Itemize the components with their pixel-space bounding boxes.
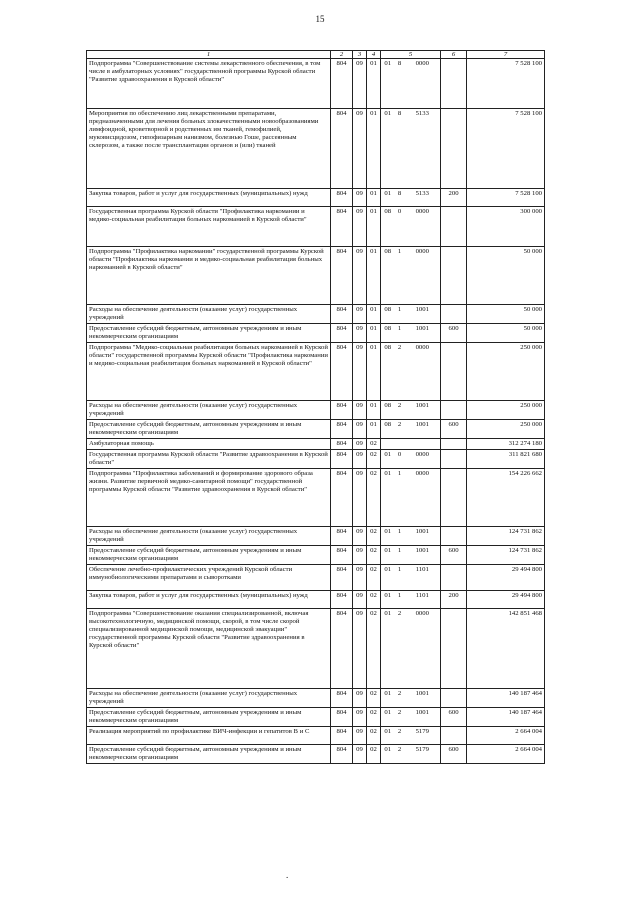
row-col-4: 01 [367,109,381,189]
row-col-7-amount: 312 274 180 [467,439,545,450]
row-col-7-amount: 124 731 862 [467,546,545,565]
row-col-5-subprogram: 1 [395,591,405,609]
row-name: Подпрограмма "Медико-социальная реабилитация больных наркоманией в Курской области" государственной программы Курской области "Профилактика наркомании и медико-социальная реабилитация больных наркоманией в Курской области" [87,343,331,401]
row-col-5-program: 08 [381,305,395,324]
row-col-2: 804 [331,59,353,109]
table-row [87,189,545,207]
table-row [87,708,545,727]
row-col-6 [441,343,467,401]
table-body [87,59,545,764]
row-col-3: 09 [353,527,367,546]
header-col-1: 1 [87,51,331,59]
row-col-5-subprogram: 1 [395,527,405,546]
row-col-3: 09 [353,708,367,727]
row-col-5-direction: 1001 [405,527,441,546]
row-col-3: 09 [353,207,367,247]
row-name: Государственная программа Курской области "Развитие здравоохранения в Курской области" [87,450,331,469]
row-col-5-direction: 5179 [405,727,441,745]
header-col-5: 5 [381,51,441,59]
row-col-5-subprogram [395,439,405,450]
row-col-5-program: 01 [381,689,395,708]
row-col-7-amount: 250 000 [467,343,545,401]
row-name: Амбулаторная помощь [87,439,331,450]
row-col-5-direction: 0000 [405,247,441,305]
row-col-7-amount: 311 821 680 [467,450,545,469]
row-col-5-direction: 5179 [405,745,441,764]
row-col-3: 09 [353,305,367,324]
row-col-4: 01 [367,401,381,420]
row-name: Расходы на обеспечение деятельности (оказание услуг) государственных учреждений [87,527,331,546]
row-col-5-direction: 1001 [405,708,441,727]
row-col-5-direction: 1001 [405,689,441,708]
row-col-7-amount: 29 494 800 [467,591,545,609]
row-col-5-subprogram: 1 [395,546,405,565]
row-name: Предоставление субсидий бюджетным, автономным учреждениям и иным некоммерческим организациям [87,708,331,727]
row-col-2: 804 [331,305,353,324]
row-col-5-subprogram: 2 [395,343,405,401]
row-col-7-amount: 7 528 100 [467,109,545,189]
row-col-5-direction: 1001 [405,305,441,324]
row-col-7-amount: 140 187 464 [467,689,545,708]
row-col-7-amount: 124 731 862 [467,527,545,546]
row-col-5-direction: 1001 [405,401,441,420]
row-name: Реализация мероприятий по профилактике ВИЧ-инфекции и гепатитов В и С [87,727,331,745]
table-row [87,59,545,109]
row-col-3: 09 [353,609,367,689]
row-col-5-program: 01 [381,546,395,565]
row-col-6 [441,527,467,546]
row-col-7-amount: 50 000 [467,305,545,324]
table-row [87,469,545,527]
row-col-3: 09 [353,591,367,609]
row-col-7-amount: 142 851 468 [467,609,545,689]
row-col-3: 09 [353,439,367,450]
header-col-6: 6 [441,51,467,59]
row-col-5-subprogram: 1 [395,565,405,591]
row-name: Предоставление субсидий бюджетным, автономным учреждениям и иным некоммерческим организациям [87,546,331,565]
row-col-2: 804 [331,527,353,546]
row-col-5-subprogram: 0 [395,207,405,247]
row-name: Подпрограмма "Профилактика заболеваний и формирование здорового образа жизни. Развитие первичной медико-санитарной помощи" государственной программы Курской области "Развитие здравоохранения в Курской области" [87,469,331,527]
row-col-5-subprogram: 2 [395,745,405,764]
row-col-4: 02 [367,565,381,591]
row-col-5-program: 08 [381,324,395,343]
row-col-2: 804 [331,109,353,189]
row-col-4: 01 [367,305,381,324]
row-col-7-amount: 29 494 800 [467,565,545,591]
row-col-5-program: 01 [381,565,395,591]
table-row [87,689,545,708]
row-col-2: 804 [331,189,353,207]
row-col-4: 01 [367,247,381,305]
row-col-4: 02 [367,745,381,764]
row-col-5-subprogram: 2 [395,689,405,708]
row-col-6 [441,450,467,469]
row-col-5-program: 01 [381,708,395,727]
row-col-6: 600 [441,420,467,439]
row-col-5-direction: 1001 [405,420,441,439]
row-col-5-direction: 1001 [405,324,441,343]
row-col-6 [441,59,467,109]
header-col-2: 2 [331,51,353,59]
row-col-7-amount: 140 187 464 [467,708,545,727]
row-col-6 [441,689,467,708]
budget-table [86,50,545,764]
row-col-6 [441,305,467,324]
row-col-6: 200 [441,591,467,609]
row-col-4: 02 [367,591,381,609]
row-col-6: 600 [441,546,467,565]
row-col-5-program: 01 [381,745,395,764]
table-row [87,207,545,247]
row-col-2: 804 [331,727,353,745]
row-col-5-program [381,439,395,450]
row-col-3: 09 [353,450,367,469]
row-col-7-amount: 50 000 [467,247,545,305]
row-col-6: 600 [441,745,467,764]
row-col-2: 804 [331,708,353,727]
row-col-5-program: 08 [381,247,395,305]
row-name: Подпрограмма "Совершенствование оказания специализированной, включая высокотехнологичную, медицинской помощи, скорой, в том числе скорой специализированной медицинской помощи, медицинской эвакуации" государственной программы Курской области "Развитие здравоохранения в Курской области" [87,609,331,689]
row-col-3: 09 [353,745,367,764]
row-name: Закупка товаров, работ и услуг для государственных (муниципальных) нужд [87,189,331,207]
row-col-4: 01 [367,189,381,207]
row-name: Расходы на обеспечение деятельности (оказание услуг) государственных учреждений [87,305,331,324]
row-col-2: 804 [331,420,353,439]
row-col-7-amount: 300 000 [467,207,545,247]
row-col-5-subprogram: 8 [395,59,405,109]
row-col-7-amount: 250 000 [467,420,545,439]
row-col-6 [441,565,467,591]
page-number: 15 [315,14,325,24]
row-col-2: 804 [331,439,353,450]
row-col-5-subprogram: 2 [395,609,405,689]
table-row [87,343,545,401]
row-col-3: 09 [353,546,367,565]
row-col-7-amount: 7 528 100 [467,59,545,109]
row-col-3: 09 [353,727,367,745]
row-col-4: 02 [367,527,381,546]
row-col-2: 804 [331,450,353,469]
row-col-7-amount: 154 226 662 [467,469,545,527]
row-col-3: 09 [353,343,367,401]
row-col-5-program: 01 [381,469,395,527]
row-col-6 [441,439,467,450]
row-col-5-subprogram: 1 [395,324,405,343]
row-col-4: 01 [367,59,381,109]
row-col-5-direction: 0000 [405,343,441,401]
row-col-5-program: 08 [381,343,395,401]
row-col-4: 01 [367,420,381,439]
row-col-2: 804 [331,745,353,764]
row-col-7-amount: 2 664 004 [467,727,545,745]
table-row [87,109,545,189]
row-col-5-program: 01 [381,591,395,609]
row-col-5-subprogram: 1 [395,305,405,324]
row-col-3: 09 [353,109,367,189]
row-name: Предоставление субсидий бюджетным, автономным учреждениям и иным некоммерческим организациям [87,324,331,343]
table-row [87,324,545,343]
row-col-4: 01 [367,343,381,401]
row-col-5-subprogram: 2 [395,420,405,439]
row-col-5-program: 01 [381,609,395,689]
table-row [87,546,545,565]
row-col-3: 09 [353,324,367,343]
table-row [87,745,545,764]
row-col-4: 02 [367,727,381,745]
row-col-4: 02 [367,689,381,708]
row-col-4: 02 [367,546,381,565]
row-col-2: 804 [331,689,353,708]
row-col-5-direction: 0000 [405,450,441,469]
row-col-2: 804 [331,324,353,343]
row-col-2: 804 [331,609,353,689]
row-col-5-subprogram: 0 [395,450,405,469]
row-col-5-subprogram: 1 [395,469,405,527]
row-col-4: 02 [367,450,381,469]
row-col-2: 804 [331,565,353,591]
row-col-5-subprogram: 1 [395,247,405,305]
header-col-3: 3 [353,51,367,59]
row-name: Расходы на обеспечение деятельности (оказание услуг) государственных учреждений [87,689,331,708]
row-col-5-program: 08 [381,207,395,247]
row-col-6: 200 [441,189,467,207]
row-col-3: 09 [353,401,367,420]
row-col-4: 02 [367,609,381,689]
row-col-5-subprogram: 8 [395,189,405,207]
row-name: Государственная программа Курской области "Профилактика наркомании и медико-социальная реабилитация больных наркоманией в Курской области" [87,207,331,247]
row-col-6 [441,109,467,189]
row-name: Предоставление субсидий бюджетным, автономным учреждениям и иным некоммерческим организациям [87,745,331,764]
row-col-2: 804 [331,343,353,401]
row-col-6 [441,609,467,689]
row-col-2: 804 [331,591,353,609]
row-col-5-subprogram: 2 [395,727,405,745]
row-col-3: 09 [353,565,367,591]
row-col-5-subprogram: 2 [395,708,405,727]
row-col-7-amount: 50 000 [467,324,545,343]
row-name: Предоставление субсидий бюджетным, автономным учреждениям и иным некоммерческим организациям [87,420,331,439]
row-col-5-direction [405,439,441,450]
header-col-7: 7 [467,51,545,59]
row-col-5-direction: 5133 [405,189,441,207]
row-name: Расходы на обеспечение деятельности (оказание услуг) государственных учреждений [87,401,331,420]
row-col-5-program: 01 [381,450,395,469]
row-col-5-subprogram: 8 [395,109,405,189]
row-col-5-direction: 1001 [405,546,441,565]
row-col-6 [441,469,467,527]
row-col-7-amount: 2 664 004 [467,745,545,764]
row-col-3: 09 [353,189,367,207]
row-name: Мероприятия по обеспечению лиц лекарственными препаратами, предназначенными для лечения больных злокачественными новообразованиями лимфоидной, кроветворной и родственных им тканей, гемофилией, муковисцидозом, гипофизарным нанизмом, болезнью Гоше, рассеянным склерозом, а также после трансплантации органов и (или) тканей [87,109,331,189]
row-col-5-direction: 0000 [405,469,441,527]
row-col-4: 01 [367,324,381,343]
row-col-7-amount: 7 528 100 [467,189,545,207]
row-col-4: 02 [367,469,381,527]
row-name: Закупка товаров, работ и услуг для государственных (муниципальных) нужд [87,591,331,609]
table-row [87,450,545,469]
table-header-row [87,51,545,59]
row-col-5-program: 08 [381,401,395,420]
row-col-7-amount: 250 000 [467,401,545,420]
row-col-5-program: 01 [381,189,395,207]
row-col-4: 01 [367,207,381,247]
table-row [87,609,545,689]
row-col-3: 09 [353,247,367,305]
table-row [87,247,545,305]
table-row [87,439,545,450]
row-col-3: 09 [353,59,367,109]
row-col-4: 02 [367,708,381,727]
row-col-5-program: 01 [381,109,395,189]
row-col-5-program: 01 [381,727,395,745]
row-col-2: 804 [331,207,353,247]
row-col-2: 804 [331,469,353,527]
table-row [87,591,545,609]
table-row [87,527,545,546]
row-col-3: 09 [353,469,367,527]
row-col-3: 09 [353,689,367,708]
row-col-5-subprogram: 2 [395,401,405,420]
header-col-4: 4 [367,51,381,59]
row-col-5-direction: 1101 [405,565,441,591]
row-name: Обеспечение лечебно-профилактических учреждений Курской области иммунобиологическими препаратами и сыворотками [87,565,331,591]
table-row [87,727,545,745]
row-col-5-program: 01 [381,59,395,109]
row-col-3: 09 [353,420,367,439]
row-col-5-direction: 0000 [405,609,441,689]
table-row [87,401,545,420]
row-col-6: 600 [441,708,467,727]
row-col-5-direction: 1101 [405,591,441,609]
page-footer-mark: . [286,870,289,880]
row-col-6 [441,727,467,745]
row-col-5-direction: 0000 [405,59,441,109]
row-name: Подпрограмма "Профилактика наркомании" государственной программы Курской области "Профилактика наркомании и медико-социальная реабилитация больных наркоманией в Курской области" [87,247,331,305]
row-name: Подпрограмма "Совершенствование системы лекарственного обеспечения, в том числе в амбулаторных условиях" государственной программы Курской области "Развитие здравоохранения в Курской области" [87,59,331,109]
row-col-5-program: 08 [381,420,395,439]
table-row [87,420,545,439]
table-row [87,305,545,324]
row-col-2: 804 [331,247,353,305]
row-col-5-direction: 0000 [405,207,441,247]
row-col-6 [441,207,467,247]
row-col-4: 02 [367,439,381,450]
row-col-6: 600 [441,324,467,343]
table-row [87,565,545,591]
row-col-6 [441,247,467,305]
row-col-6 [441,401,467,420]
row-col-5-direction: 5133 [405,109,441,189]
row-col-5-program: 01 [381,527,395,546]
row-col-2: 804 [331,401,353,420]
row-col-2: 804 [331,546,353,565]
